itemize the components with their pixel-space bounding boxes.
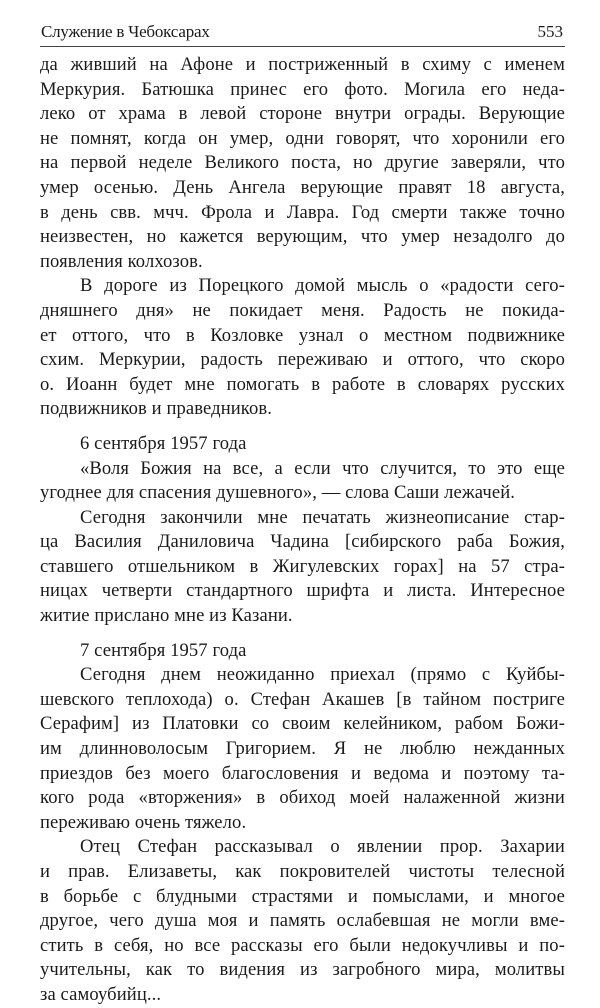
running-title: Служение в Чебоксарах: [41, 22, 210, 41]
text-line: другое, чего душа моя и память ослабевшая не могли вме-: [40, 910, 565, 932]
text-line: в день свв. мчч. Фрола и Лавра. Год смерти также точно: [40, 201, 565, 223]
text-line: Меркурия. Батюшка принес его фото. Могила его неда-: [40, 78, 565, 100]
running-header: [40, 16, 565, 47]
text-line: приездов без моего благословения и ведома и поэтому та-: [40, 762, 565, 784]
text-line: кого рода «вторжения» в обиход моей налаженной жизни: [40, 787, 565, 809]
diary-date-heading: [40, 432, 565, 457]
paragraph: [40, 506, 565, 629]
text-line: стить в себя, но все рассказы его были недокучливы и по-: [40, 934, 565, 956]
text-line: леко от храма в левой стороне внутри ограды. Верующие: [40, 103, 565, 125]
text-line: Сегодня днем неожиданно приехал (прямо с Куйбы-: [80, 664, 565, 686]
text-line: в борьбе с блудными страстями и помыслами, и многое: [40, 885, 565, 907]
text-line: за самоубийц...: [40, 983, 162, 1005]
paragraph: [40, 835, 565, 1007]
text-line: Отец Стефан рассказывал о явлении прор. Захарии: [80, 836, 565, 858]
text-line: переживаю очень тяжело.: [40, 811, 247, 833]
date-line: 7 сентября 1957 года: [80, 639, 247, 661]
text-line: умер осенью. День Ангела верующие правят 18 августа,: [40, 176, 565, 198]
diary-date-heading: [40, 639, 565, 664]
text-line: «Воля Божия на все, а если что случится, то это еще: [80, 457, 565, 479]
text-line: учительны, как то видения из загробного мира, молитвы: [40, 959, 565, 981]
paragraph: [40, 457, 565, 506]
paragraph: [40, 53, 565, 274]
text-line: подвижников и праведников.: [40, 398, 273, 420]
text-line: ницах четверти стандартного шрифта и листа. Интересное: [40, 580, 565, 602]
text-line: Сегодня закончили мне печатать жизнеописание стар-: [80, 506, 565, 528]
text-line: ца Василия Даниловича Чадина [сибирского раба Божия,: [40, 531, 565, 553]
text-line: и прав. Елизаветы, как покровителей чистоты телесной: [40, 861, 565, 882]
text-line: да живший на Афоне и постриженный в схиму с именем: [40, 54, 565, 75]
text-line: им длинноволосым Григорием. Я не люблю нежданных: [40, 738, 565, 760]
text-line: Серафим] из Платовки со своим келейником, рабом Божи-: [40, 713, 565, 735]
text-line: житие прислано мне из Казани.: [40, 605, 293, 627]
text-line: не помнят, когда он умер, одни говорят, что хоронили его: [40, 127, 565, 149]
date-line: 6 сентября 1957 года: [80, 432, 247, 454]
text-line: схим. Меркурии, радость переживаю и оттого, что скоро: [40, 349, 565, 371]
text-line: шевского теплохода) о. Стефан Акашев [в тайном постриге: [40, 688, 565, 710]
text-line: дняшнего дня» не покидает меня. Радость не покида-: [40, 299, 565, 321]
text-line: о. Иоанн будет мне помогать в работе в словарях русских: [40, 373, 565, 395]
text-line: В дороге из Порецкого домой мысль о «радости сего-: [80, 275, 565, 297]
text-line: неизвестен, но кажется верующим, что умер незадолго до: [40, 226, 565, 248]
text-line: появления колхозов.: [40, 250, 203, 272]
paragraph: [40, 663, 565, 835]
page-number: 553: [537, 22, 563, 41]
text-line: угоднее для спасения душевного», — слова Саши лежачей.: [40, 482, 515, 504]
text-line: на первой неделе Великого поста, но другие заверяли, что: [40, 152, 565, 174]
paragraph: [40, 274, 565, 422]
text-line: ставшего отшельником в Жигулевских горах] на 57 стра-: [40, 555, 565, 577]
text-line: ет оттого, что в Козловке узнал о местном подвижнике: [40, 324, 565, 346]
page-body: [40, 53, 565, 1008]
